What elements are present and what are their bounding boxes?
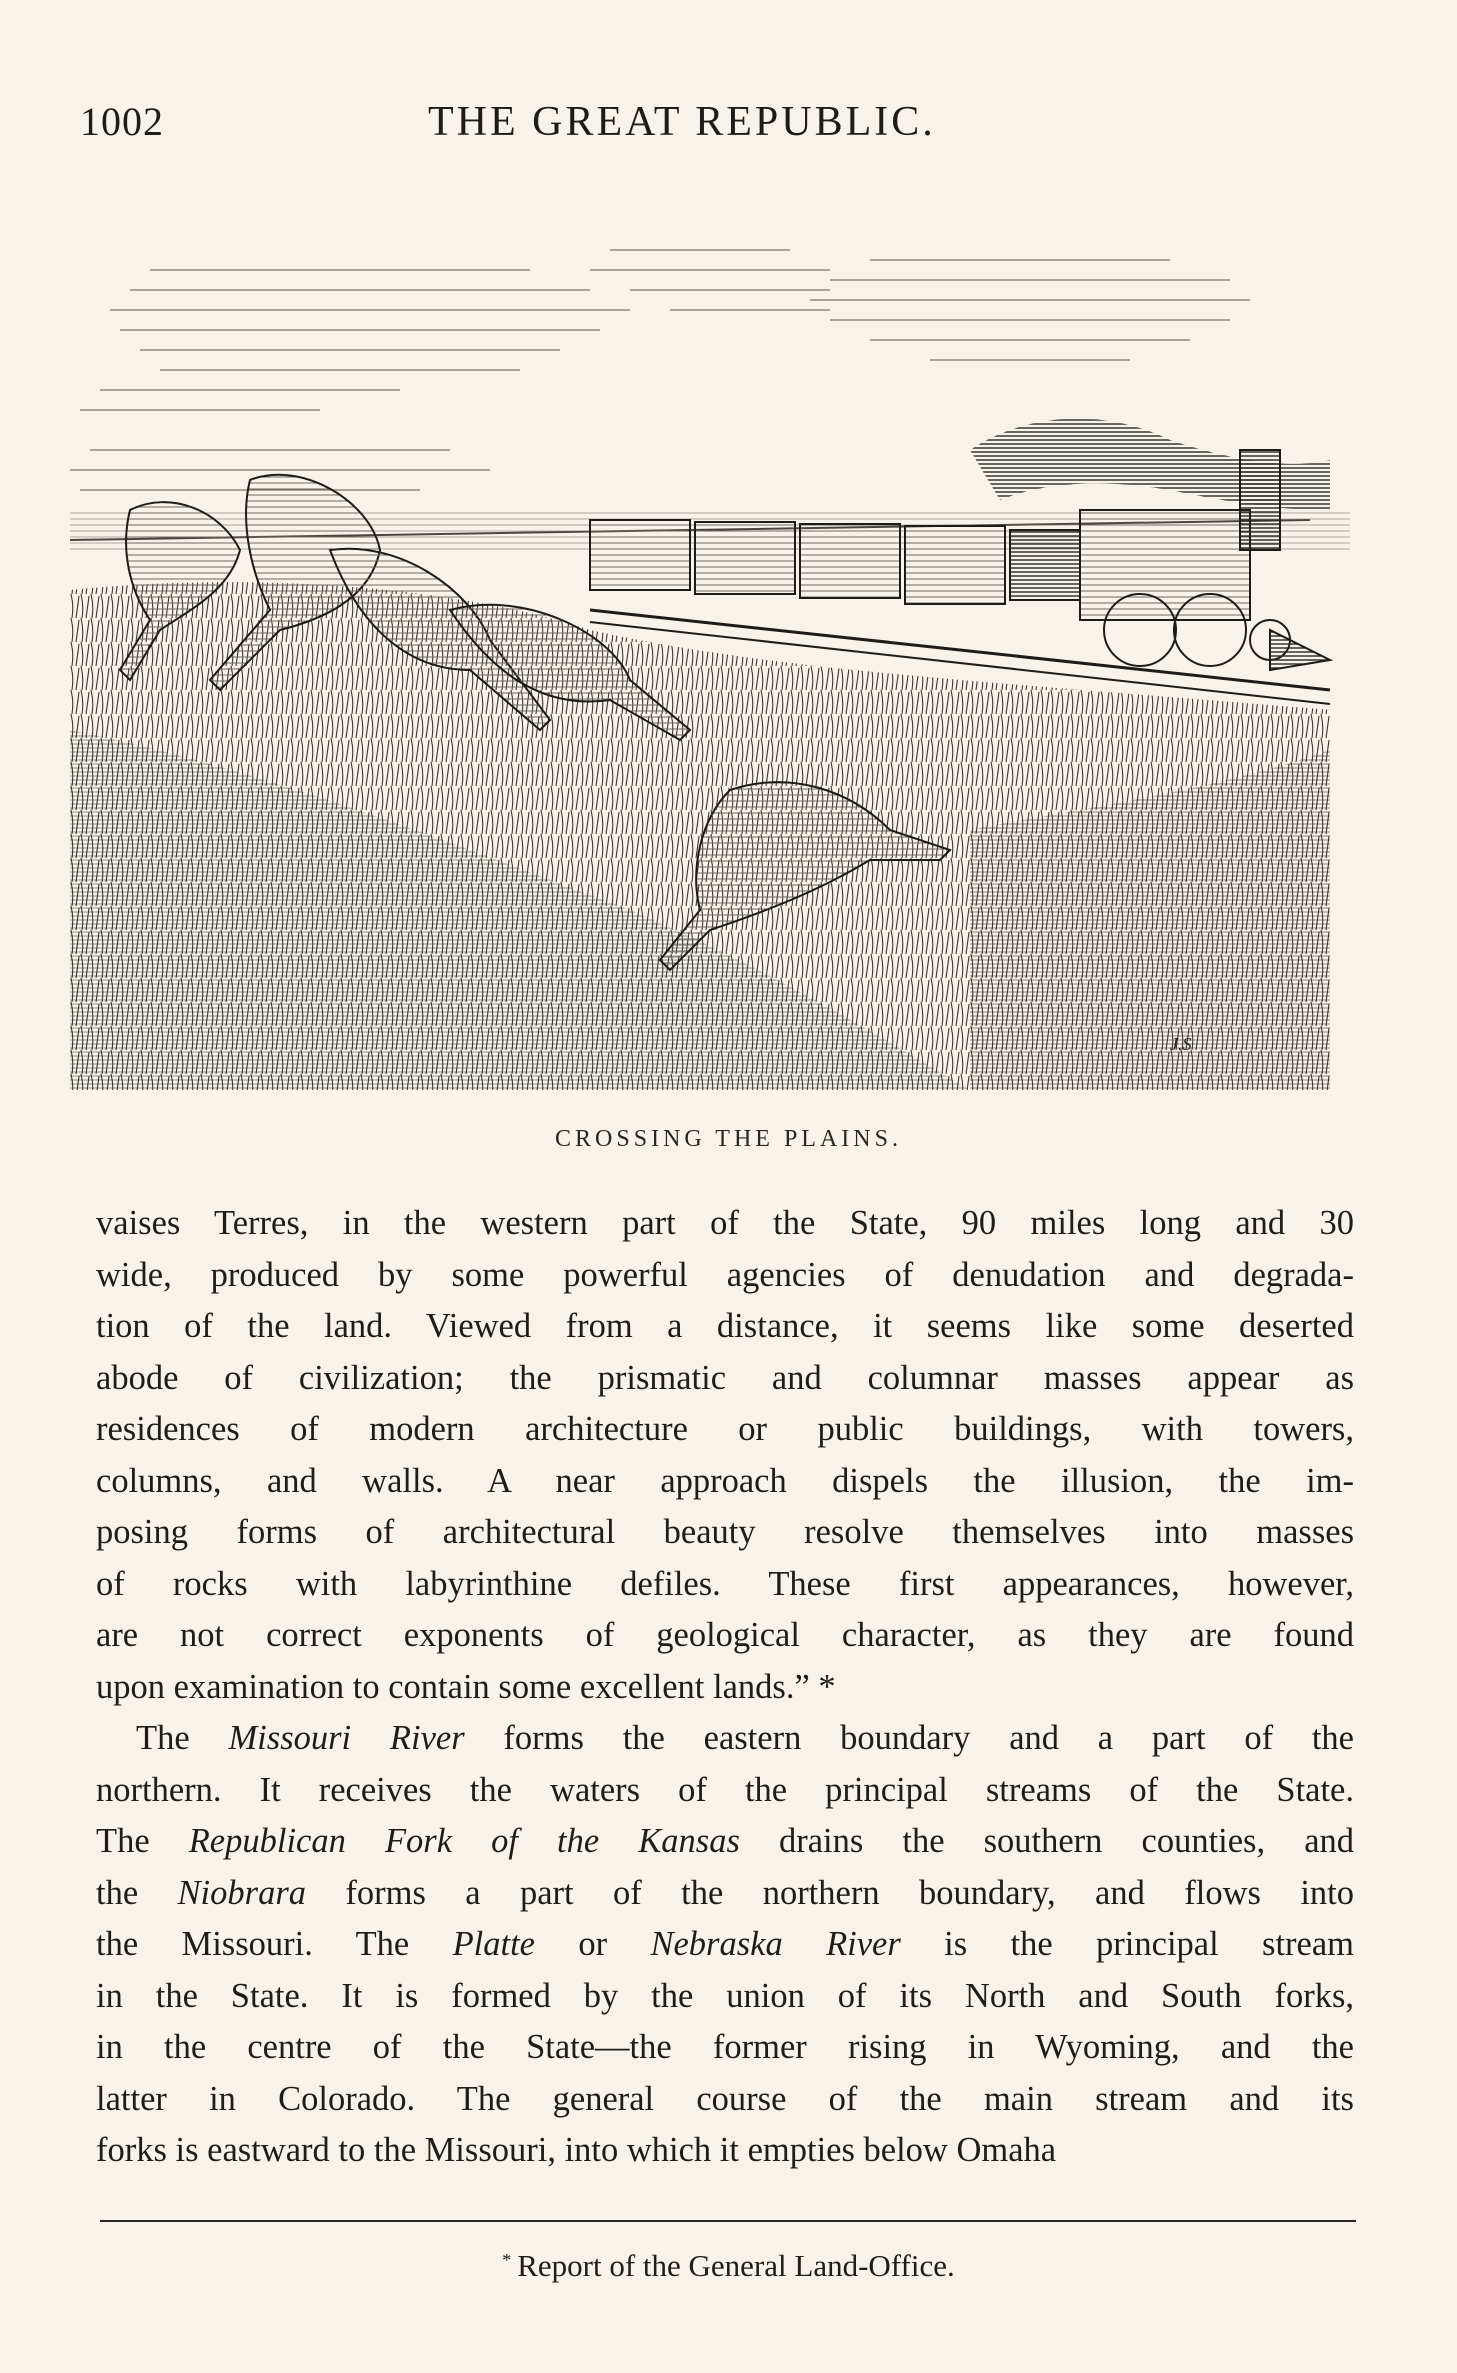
text-segment: residences of modern architecture or public buildings, with towers, xyxy=(96,1410,1354,1448)
italic-river-name: Nebraska River xyxy=(650,1925,901,1963)
text-line xyxy=(96,1507,1354,1559)
text-segment: vaises Terres, in the western part of the State, 90 miles long and 30 xyxy=(96,1204,1354,1242)
italic-river-name: Missouri River xyxy=(228,1719,465,1757)
text-segment: the xyxy=(96,1873,178,1912)
text-segment: the Missouri. The xyxy=(96,1925,453,1963)
text-line xyxy=(96,1713,1354,1765)
text-segment: in the centre of the State—the former rising in Wyoming, and the xyxy=(96,2028,1354,2066)
text-line xyxy=(96,1816,1354,1868)
text-segment: posing forms of architectural beauty resolve themselves into masses xyxy=(96,1513,1354,1551)
text-segment: northern. It receives the waters of the principal streams of the State. xyxy=(96,1770,1354,1809)
text-line xyxy=(96,2022,1354,2074)
text-line xyxy=(96,1559,1354,1611)
text-segment: of rocks with labyrinthine defiles. These first appearances, however, xyxy=(96,1564,1354,1603)
text-line xyxy=(96,1456,1354,1508)
text-segment: forms the eastern boundary and a part of the xyxy=(464,1719,1354,1757)
text-line xyxy=(96,1919,1354,1971)
text-line xyxy=(96,1610,1354,1662)
text-segment: forks is eastward to the Missouri, into which it empties below Omaha xyxy=(96,2131,1057,2169)
crossing-the-plains-engraving xyxy=(70,210,1350,1090)
italic-river-name: Republican Fork of the Kansas xyxy=(188,1822,740,1860)
text-segment: are not correct exponents of geological character, as they are found xyxy=(96,1616,1354,1654)
text-segment: abode of civilization; the prismatic and columnar masses appear as xyxy=(96,1358,1354,1397)
illustration-caption: CROSSING THE PLAINS. xyxy=(555,1126,902,1152)
text-line xyxy=(96,1198,1354,1250)
footnote-marker: * xyxy=(502,2250,512,2270)
text-segment: is the principal stream xyxy=(900,1925,1354,1963)
footnote xyxy=(0,2248,1457,2284)
text-segment: or xyxy=(534,1925,651,1963)
page-header xyxy=(80,98,1360,158)
text-segment: forms a part of the northern boundary, and flows into xyxy=(306,1873,1354,1912)
footnote-text: Report of the General Land-Office. xyxy=(517,2248,955,2283)
text-line xyxy=(96,1404,1354,1456)
text-line xyxy=(96,1301,1354,1353)
text-segment: wide, produced by some powerful agencies of denudation and degrada- xyxy=(96,1255,1354,1294)
text-line xyxy=(96,1868,1354,1920)
text-line xyxy=(96,2074,1354,2126)
text-line xyxy=(96,1662,1354,1714)
footnote-rule xyxy=(100,2220,1356,2222)
text-segment: columns, and walls. A near approach dispels the illusion, the im- xyxy=(96,1461,1354,1500)
text-line xyxy=(96,1250,1354,1302)
italic-river-name: Niobrara xyxy=(177,1873,306,1912)
text-segment: The xyxy=(136,1719,229,1757)
text-segment: tion of the land. Viewed from a distance, it seems like some deserted xyxy=(96,1307,1354,1345)
text-segment: latter in Colorado. The general course of the main stream and its xyxy=(96,2079,1354,2118)
page-number: 1002 xyxy=(80,99,164,144)
text-line xyxy=(96,1353,1354,1405)
text-line xyxy=(96,2125,1354,2177)
running-title: THE GREAT REPUBLIC. xyxy=(428,99,936,145)
engraver-signature: J.S xyxy=(1170,1034,1192,1054)
text-line xyxy=(96,1971,1354,2023)
text-line xyxy=(96,1765,1354,1817)
text-segment: in the State. It is formed by the union of its North and South forks, xyxy=(96,1976,1354,2015)
text-segment: upon examination to contain some excellent lands.” * xyxy=(96,1667,836,1706)
italic-river-name: Platte xyxy=(452,1925,535,1963)
body-text xyxy=(96,1198,1354,2177)
text-segment: drains the southern counties, and xyxy=(739,1822,1355,1860)
text-segment: The xyxy=(96,1822,189,1860)
